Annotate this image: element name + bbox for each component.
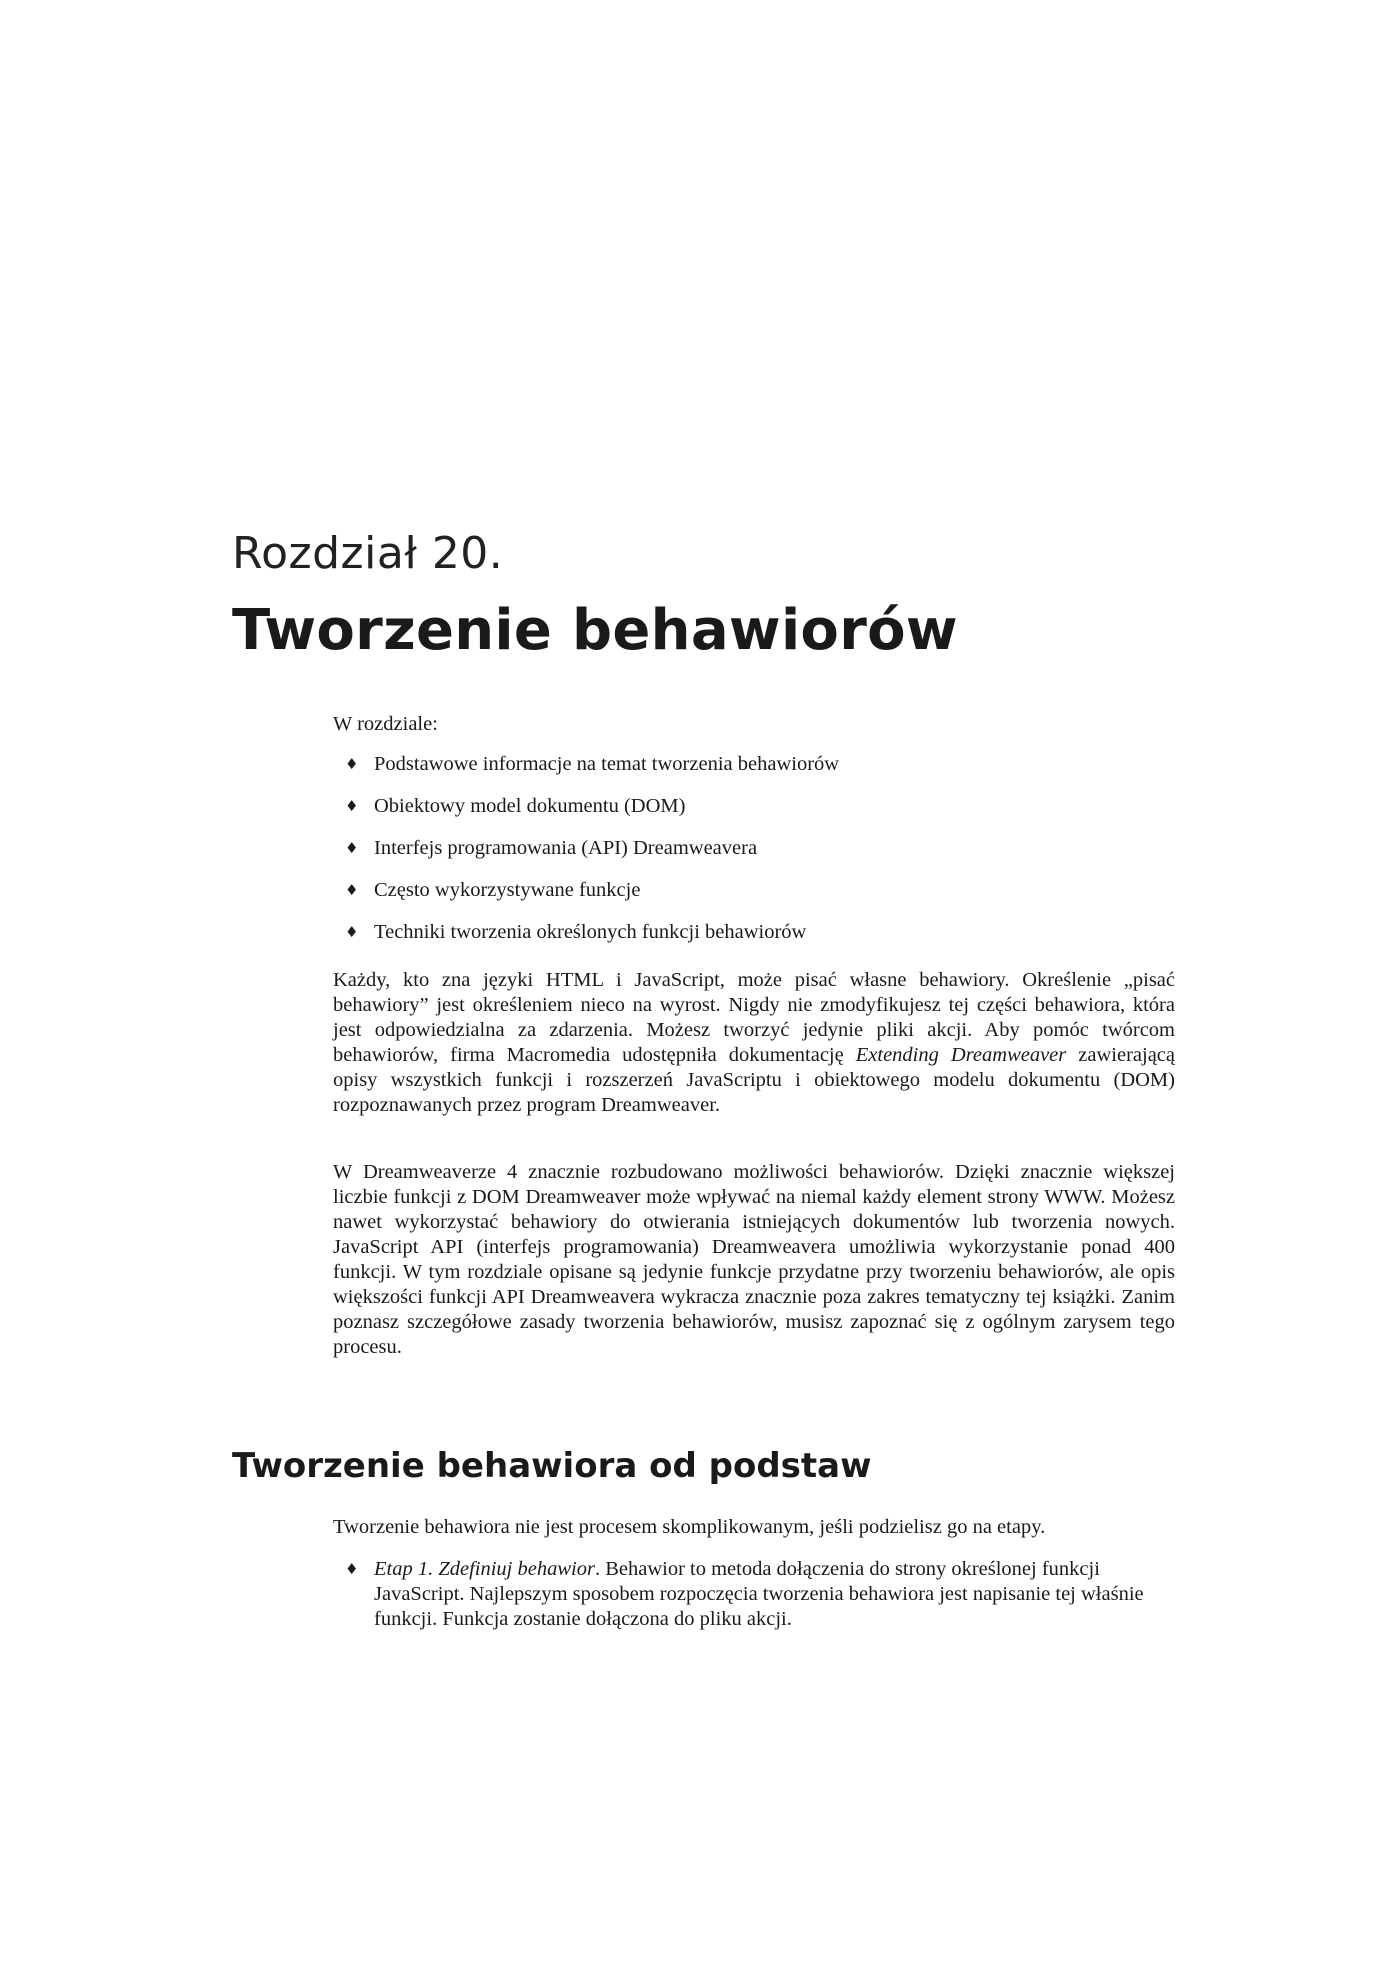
chapter-number: Rozdział 20.: [232, 528, 504, 579]
diamond-bullet-icon: ♦: [345, 797, 359, 815]
chapter-topics-list: [333, 752, 1175, 962]
list-item: [333, 878, 1175, 903]
paragraph-dreamweaver4: W Dreamweaverze 4 znacznie rozbudowano możliwości behawiorów. Dzięki znacznie większej liczbie funkcji z DOM Dreamweaver może wpływać na niemal każdy element strony WWW. Możesz nawet wykorzystać behawiory do otwierania istniejących dokumentów lub tworzenia nowych. JavaScript API (interfejs programowania) Dreamweavera umożliwia wykorzystanie ponad 400 funkcji. W tym rozdziale opisane są jedynie funkcje przydatne przy tworzeniu behawiorów, ale opis większości funkcji API Dreamweavera wykracza znacznie poza zakres tematyczny tej książki. Zanim poznasz szczegółowe zasady tworzenia behawiorów, musisz zapoznać się z ogólnym zarysem tego procesu.: [333, 1161, 1175, 1358]
diamond-bullet-icon: ♦: [345, 755, 359, 773]
step-label: Etap 1. Zdefiniuj behawior: [374, 1558, 595, 1580]
diamond-bullet-icon: ♦: [345, 1560, 359, 1578]
diamond-bullet-icon: ♦: [345, 881, 359, 899]
paragraph-intro: [333, 968, 1175, 1118]
list-item-text: Podstawowe informacje na temat tworzenia behawiorów: [374, 753, 840, 775]
step-text: . Behawior to metoda dołączenia do strony określonej funkcji JavaScript. Najlepszym sposobem rozpoczęcia tworzenia behawiora jest napisanie tej właśnie funkcji. Funkcja zostanie dołączona do pliku akcji.: [374, 1558, 1144, 1630]
list-item-text: Techniki tworzenia określonych funkcji behawiorów: [374, 921, 807, 943]
list-item: [333, 752, 1175, 777]
section-heading: Tworzenie behawiora od podstaw: [232, 1446, 872, 1486]
diamond-bullet-icon: ♦: [345, 839, 359, 857]
chapter-title: Tworzenie behawiorów: [232, 598, 958, 663]
list-item: [333, 836, 1175, 861]
step-item: [333, 1557, 1175, 1632]
steps-list: [333, 1557, 1175, 1632]
list-item: [333, 920, 1175, 945]
list-item: [333, 794, 1175, 819]
list-item-text: Często wykorzystywane funkcje: [374, 879, 641, 901]
list-item-text: Interfejs programowania (API) Dreamweavera: [374, 837, 758, 859]
book-title-emphasis: Extending Dreamweaver: [855, 1044, 1067, 1066]
paragraph-text: Każdy, kto zna języki HTML i JavaScript, może pisać własne behawiory. Określenie „pisać behawiory” jest określeniem nieco na wyrost. Nigdy nie zmodyfikujesz tej części behawiora, która jest odpowiedzialna za zdarzenia. Możesz tworzyć jedynie pliki akcji. Aby pomóc twórcom behawiorów, firma Macromedia udostępniła dokumentację: [333, 969, 1175, 1066]
diamond-bullet-icon: ♦: [345, 923, 359, 941]
paragraph-text: zawierającą opisy wszystkich funkcji i rozszerzeń JavaScriptu i obiektowego modelu dokumentu (DOM) rozpoznawanych przez program Dreamweaver.: [333, 1044, 1176, 1116]
intro-label: W rozdziale:: [333, 713, 438, 735]
list-item-text: Obiektowy model dokumentu (DOM): [374, 795, 686, 817]
section-intro: Tworzenie behawiora nie jest procesem skomplikowanym, jeśli podzielisz go na etapy.: [333, 1516, 1046, 1538]
